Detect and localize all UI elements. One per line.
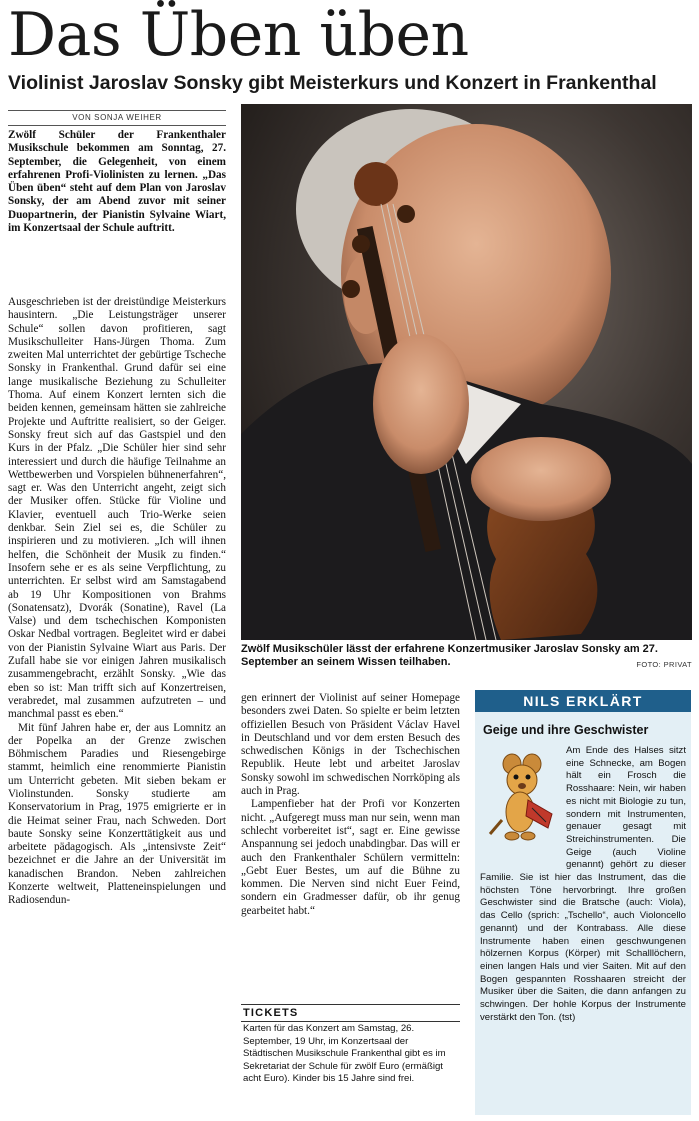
article-paragraph: Mit fünf Jahren habe er, der aus Lomnitz an der Popelka an der Grenze zwischen Böhmischem Paradies und Riesengebirge stammt, heimlich eine renommierte Pianistin um Unterricht gebeten. Mit sieben bekam er Violinstunden. Sonsky studierte am Konservatorium in Prag, 1975 emigrierte er in die Heimat seiner Frau, nach Schweden. Dort baute Sonsky seine Konzerttätigkeit aus und arbeitete pädagogisch. Als „intensivste Zeit“ bezeichnet er die Jahre an der Universität im kanadischen Brandon. Neben zahlreichen Konzerte weltweit, Platteneinspielungen und Radiosendun- (8, 721, 226, 907)
sidebar-header: NILS ERKLÄRT (475, 690, 691, 712)
violinist-photo (241, 104, 692, 640)
headline: Das Üben üben (8, 0, 469, 70)
photo-caption: Zwölf Musikschüler lässt der erfahrene Konzertmusiker Jaroslav Sonsky am 27. September an seinem Wissen teilhaben. (241, 643, 658, 668)
article-paragraph: Ausgeschrieben ist der dreistündige Meisterkurs hausintern. „Die Leistungsträger unserer Schule“ sollen davon profitieren, sagt Musikschulleiter Hans-Jürgen Thoma. Zum zweiten Mal unterrichtet der gebürtige Tscheche Sonsky in Frankenthal. Grund dafür sei eine lange musikalische Beziehung zu Schulleiter Thoma. Auf einem Konzert lernten sich die beiden kennen, gemeinsam hätten sie zahlreiche Projekte und Auftritte realisiert, so der Geiger. Sonsky freut sich auf das Gastspiel und den Kurs in der Pfalz. „Die Schüler hier sind sehr interessiert und durch die häufige Teilnahme an Wettbewerben und Vorspielen bühnenerfahren“, sagt er. Was den Unterricht angeht, zeigt sich der Musiker offen. Stücke für Violine und Klavier, eventuell auch Trio-Werke seien denkbar. Sein Ziel sei es, die Schüler zu inspirieren und zu motivieren. „Ich will ihnen helfen, die Schönheit der Musik zu finden.“ Insofern sehe er es als seine Verpflichtung, zu unterrichten. Er selbst wird am Samstagabend ab 19 Uhr Kompositionen von Brahms (Sonatensatz), Dvorák (Sonatine), Ravel (La Valse) und dem tschechischen Komponisten Oskar Nedbal vortragen. Begleitet wird er dabei von der Pianistin Sylvaine Wiart aus Paris. Der Zufall habe sie vor einigen Jahren musikalisch zusammengebracht, erzählt Sonsky. „Wie das eben so ist: Man trifft sich auf Konzertreisen, verabredet, mal zusammen aufzutreten – und manchmal passt es eben.“ (8, 296, 226, 721)
sidebar-text-content: Am Ende des Halses sitzt eine Schnecke, am Bogen hält ein Frosch die Rosshaare: Nein, wir haben es nicht mit Biologie zu tun, sondern mit Instrumenten, genauer gesagt mit Streichinstrumenten. Die Geige (auch Violine genannt) gehört zu dieser Familie. Sie ist hier das Instrument, das die höchsten Töne hervorbringt. Ihre großen Geschwister sind die Bratsche (auch: Viola), das Cello (sprich: „Tschello“, auch Violoncello genannt) und der Kontrabass. Alle diese Instrumente haben einen geschwungenen hölzernen Korpus (Körper) mit Schalllöchern, einen langen Hals und vier Saiten. Mit auf den Bogen gespannten Rosshaaren streicht der Musiker über die Saiten, die dann anfangen zu schwingen. Der hohle Korpus der Instrumente verstärkt den Ton. (tst) (480, 745, 686, 1023)
mouse-mascot-icon (482, 750, 560, 850)
byline-rule-bottom (8, 125, 226, 126)
byline: VON SONJA WEIHER (72, 113, 162, 122)
article-column-1 (8, 296, 226, 908)
photo-credit: FOTO: PRIVAT (636, 660, 692, 669)
tickets-text: Karten für das Konzert am Samstag, 26. September, 19 Uhr, im Konzertsaal der Städtischen Musikschule Frankenthal gibt es im Sekretariat der Schule für zwölf Euro (ermäßigt acht Euro). Kinder bis 15 Jahre sind frei. (243, 1023, 446, 1085)
sidebar-title: Geige und ihre Geschwister (483, 723, 649, 737)
lead-paragraph: Zwölf Schüler der Frankenthaler Musikschule bekommen am Sonntag, 27. September, die Gelegenheit, von einem erfahrenen Profi-Violinisten zu lernen. „Das Üben üben“ steht auf dem Plan von Jaroslav Sonsky, der am Abend zuvor mit seiner Duopartnerin, der Pianistin Sylvaine Wiart, im Konzertsaal der Schule auftritt. (8, 129, 226, 235)
tickets-rule-bottom (241, 1021, 460, 1022)
subheadline: Violinist Jaroslav Sonsky gibt Meisterkurs und Konzert in Frankenthal (8, 72, 657, 94)
violinist-photo-illustration (241, 104, 692, 640)
article-column-2 (241, 692, 460, 918)
article-paragraph: gen erinnert der Violinist auf seiner Homepage besonders zwei Daten. So spielte er beim letzten offiziellen Besuch von Präsident Václav Havel in Deutschland und vor dem ersten Besuch des schwedischen Königs in der Tschechischen Republik. Heute lebt und arbeitet Jaroslav Sonsky sowohl im schwedischen Norrköping als auch in Prag. (241, 692, 460, 798)
article-paragraph: Lampenfieber hat der Profi vor Konzerten nicht. „Aufgeregt muss man nur sein, wenn man schlecht vorbereitet ist“, sagt er. Eine gewisse Anspannung sei jedoch unabdingbar. Das will er auch den Frankenthaler Schülern vermitteln: „Gebt Euer Bestes, um auf die Bühne zu kommen. Die Nerven sind nicht Euer Feind, sondern ein Gradmesser dafür, ob ihr genug gearbeitet habt.“ (241, 798, 460, 917)
tickets-heading: TICKETS (243, 1007, 299, 1019)
